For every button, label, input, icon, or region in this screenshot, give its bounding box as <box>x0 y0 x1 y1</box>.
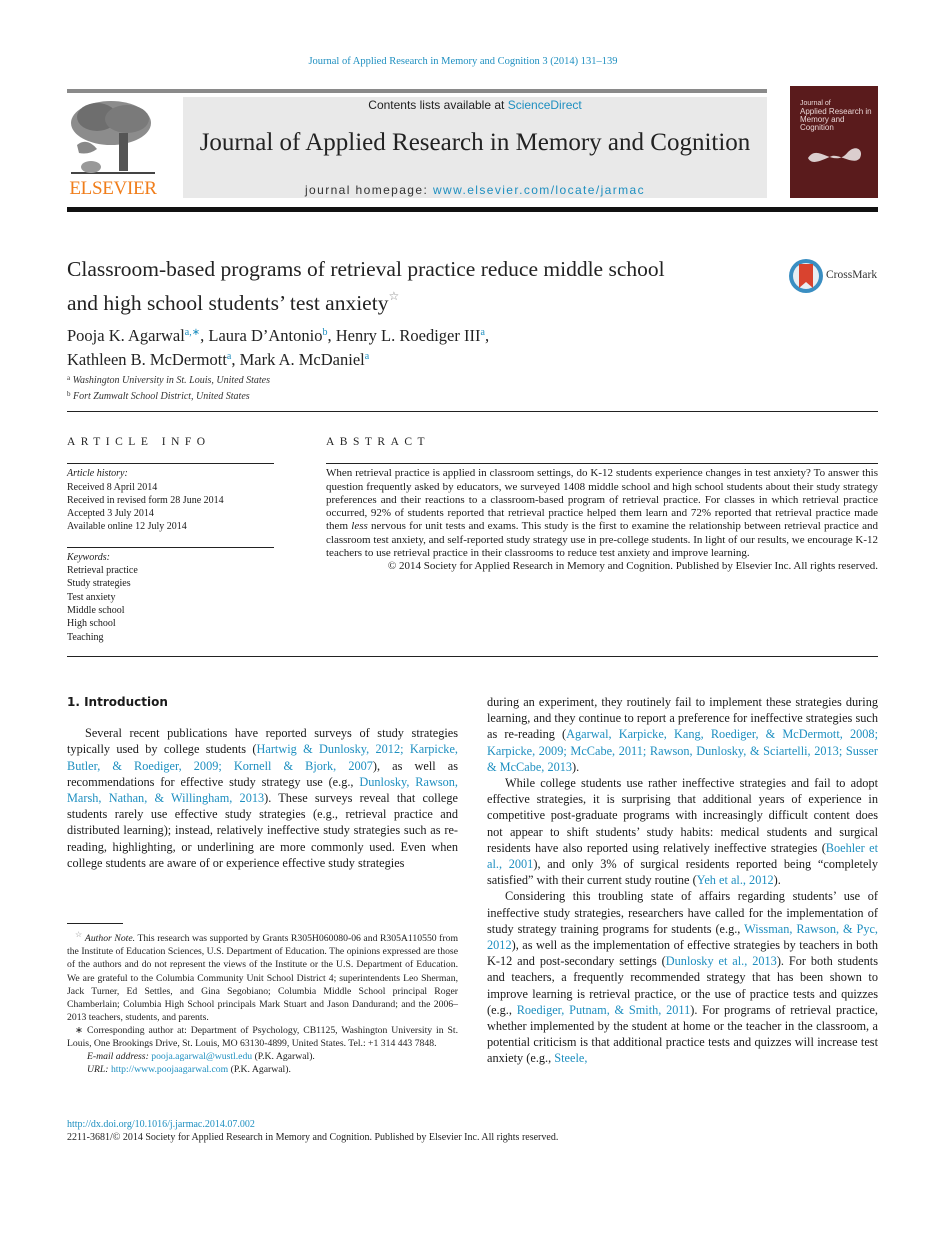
abstract-copyright: © 2014 Society for Applied Research in Memory and Cognition. Published by Elsevier Inc. All rights reserved. <box>387 560 878 573</box>
history-label: Article history: <box>67 468 128 480</box>
author-name[interactable]: Kathleen B. McDermott <box>67 350 227 369</box>
body-paragraph <box>487 888 878 1066</box>
article-info-heading: ARTICLE INFO <box>67 436 211 448</box>
keyword: Study strategies <box>67 578 131 590</box>
author-note-footnote <box>67 928 458 1024</box>
author-affiliation-mark[interactable]: a,∗ <box>184 327 201 338</box>
journal-title: Journal of Applied Research in Memory and Cognition <box>199 129 751 156</box>
author-name[interactable]: Laura D’Antonio <box>208 326 323 345</box>
running-head[interactable]: Journal of Applied Research in Memory and Cognition 3 (2014) 131–139 <box>308 56 618 67</box>
footnote-rule <box>67 923 123 924</box>
paragraph-text: during an experiment, they routinely fail to implement these strategies during learning, and they continue to report a preference for ineffective strategies such as re-reading ( <box>487 695 878 742</box>
citation-link[interactable]: Dunlosky et al., 2013 <box>665 954 777 969</box>
author-affiliation-mark[interactable]: a <box>364 351 370 362</box>
journal-cover-thumbnail[interactable] <box>790 86 878 198</box>
homepage-prefix: journal homepage: <box>304 183 433 197</box>
paragraph-text: Several recent publications have reported surveys of study strategies typically used by college students ( <box>67 726 458 757</box>
keywords-rule <box>67 547 274 548</box>
journal-homepage <box>183 183 767 197</box>
section-heading: 1. Introduction <box>67 695 168 709</box>
affiliation <box>67 388 270 404</box>
citation-link[interactable]: Yeh et al., 2012 <box>696 873 774 888</box>
author-name[interactable]: Mark A. McDaniel <box>239 350 365 369</box>
email-label: E-mail address: <box>87 1051 149 1063</box>
keyword: Retrieval practice <box>67 565 138 577</box>
elsevier-wordmark: ELSEVIER <box>69 178 157 199</box>
body-paragraph <box>487 775 878 888</box>
abstract-italic-word: less <box>351 520 368 533</box>
author-line: Kathleen B. McDermott$^a$, Mark A. McDaniel$^a$ <box>67 350 370 369</box>
affiliation-text: Fort Zumwalt School District, United States <box>73 390 250 402</box>
email-link[interactable]: pooja.agarwal@wustl.edu <box>151 1051 253 1063</box>
corresponding-text: Corresponding author at: Department of Psychology, CB1125, Washington University in St. Louis, One Brookings Drive, St. Louis, MO 63130-4899, United States. Tel.: +1 314 443 7848. <box>67 1024 458 1049</box>
author-note-mark: ☆ <box>75 930 83 939</box>
paragraph-text: ), as well as the implementation of effective strategies by teachers in both K-12 and post-secondary settings ( <box>487 938 878 969</box>
cover-ribbon-icon <box>804 140 866 170</box>
journal-banner <box>183 97 767 198</box>
crossmark-label: CrossMark <box>826 269 878 281</box>
paragraph-text: ), and only 3% of surgical residents reported being “completely satisfied” with their current study routine ( <box>487 857 878 888</box>
keyword: Teaching <box>67 631 104 643</box>
email-footnote <box>67 1050 458 1063</box>
doi-link[interactable]: http://dx.doi.org/10.1016/j.jarmac.2014.07.002 <box>67 1119 255 1130</box>
paragraph-text: ). For both students and teachers, a frequently recommended strategy that has been shown to improve learning is retrieval practice, or the use of practice tests and quizzes (e.g., <box>487 954 878 1017</box>
sciencedirect-link[interactable]: ScienceDirect <box>507 98 582 112</box>
title-note-mark[interactable]: ☆ <box>388 289 400 303</box>
elsevier-tree-icon <box>67 97 159 177</box>
contents-prefix: Contents lists available at <box>368 98 508 112</box>
author-affiliation-mark[interactable]: a <box>226 351 232 362</box>
homepage-link[interactable]: www.elsevier.com/locate/jarmac <box>432 183 645 197</box>
history-item: Received 8 April 2014 <box>67 481 158 493</box>
crossmark-icon <box>788 258 824 294</box>
paragraph-text: ). For programs of retrieval practice, whether implemented by the student at home or the teacher in the classroom, a potential criticism is that additional practice tests and quizzes will increase test anxiety (e.g., <box>487 1002 879 1066</box>
keyword: Middle school <box>67 604 125 616</box>
article-title <box>67 256 767 317</box>
footnotes <box>67 928 458 1076</box>
author-name[interactable]: Pooja K. Agarwal <box>67 326 185 345</box>
keyword: Test anxiety <box>67 591 116 603</box>
keywords-label: Keywords: <box>67 551 110 563</box>
author-list <box>67 322 827 370</box>
affiliation-mark: a <box>67 374 71 382</box>
keyword: High school <box>67 618 116 630</box>
paragraph-text: Considering this troubling state of affairs regarding students’ use of ineffective study strategies, researchers have called for the implementation of study strategy training programs for students (e.g., <box>487 889 878 936</box>
body-paragraph <box>487 694 878 775</box>
corresponding-author-footnote <box>67 1024 458 1050</box>
abstract-text-part: When retrieval practice is applied in classroom settings, do K-12 students experience changes in test anxiety? To answer this question frequently asked by educators, we surveyed 1408 middle school and high school students about their study strategy preferences and their reactions to a classroom-based program of retrieval practice. For classes in which retrieval practice occurred, 92% of students reported that retrieval practice helped them learn and 72% reported that retrieval practice made them <box>326 467 878 533</box>
article-info-rule <box>67 463 274 464</box>
citation-link[interactable]: Steele, <box>554 1051 588 1066</box>
contents-line <box>183 98 767 112</box>
abstract-heading: ABSTRACT <box>326 436 431 448</box>
title-line: and high school students’ test anxiety <box>67 291 389 315</box>
citation-link[interactable]: Hartwig & Dunlosky, 2012; Karpicke, Butler, & Roediger, 2009; Kornell & Bjork, 2007 <box>67 742 458 773</box>
corresponding-mark: ∗ <box>75 1024 84 1036</box>
cover-title-line: Applied Research in <box>800 107 872 116</box>
citation-link[interactable]: Roediger, Putnam, & Smith, 2011 <box>516 1002 691 1017</box>
citation-link[interactable]: Wissman, Rawson, & Pyc, 2012 <box>487 921 878 953</box>
abstract <box>326 436 878 574</box>
history-item: Accepted 3 July 2014 <box>67 508 154 520</box>
paragraph-text: ). <box>773 873 781 888</box>
issn-copyright: 2211-3681/© 2014 Society for Applied Research in Memory and Cognition. Published by Elsevier Inc. All rights reserved. <box>67 1132 559 1143</box>
url-footnote <box>67 1063 458 1076</box>
body-left-column <box>67 694 458 871</box>
email-owner: (P.K. Agarwal). <box>252 1051 315 1063</box>
header-divider <box>67 411 878 412</box>
body-paragraph <box>67 725 458 871</box>
author-note-label: Author Note. <box>84 933 136 945</box>
url-label: URL: <box>87 1064 109 1076</box>
affiliation-text: Washington University in St. Louis, United States <box>72 375 271 386</box>
url-owner: (P.K. Agarwal). <box>228 1064 291 1076</box>
affiliation-mark: b <box>67 389 71 398</box>
title-line-2 <box>67 283 767 317</box>
affiliations <box>67 372 270 403</box>
history-item: Available online 12 July 2014 <box>67 521 187 533</box>
abstract-bottom-divider <box>67 656 878 657</box>
citation-link[interactable]: Dunlosky, Rawson, Marsh, Nathan, & Willingham, 2013 <box>67 774 459 806</box>
elsevier-logo[interactable] <box>67 97 159 201</box>
paragraph-text: While college students use rather ineffective strategies and fail to adopt effective strategies, it is surprising that additional years of experience in competitive post-graduate programs with increasingly difficult content does not appear to shift students’ study habits: medical students and surgical residents have also reported using relatively ineffective strategies ( <box>487 776 878 855</box>
article-info <box>67 436 274 644</box>
homepage-url-link[interactable]: http://www.poojaagarwal.com <box>110 1064 229 1076</box>
abstract-rule <box>326 463 878 464</box>
citation-link[interactable]: Boehler et al., 2001 <box>487 840 878 872</box>
paragraph-text: ). These surveys reveal that college students rarely use effective study strategies (e.g., retrieval practice and distributed learning); instead, relatively ineffective study strategies such as re-reading, highlighting, or underlining are more commonly used. Even when college students are aware of or experience effective study strategies <box>67 791 458 870</box>
author-line: Pooja K. Agarwal$^{a,∗}$, Laura D’Antonio$^b$, Henry L. Roediger III$^a$, <box>67 326 490 345</box>
citation-link[interactable]: Agarwal, Karpicke, Kang, Roediger, & McDermott, 2008; Karpicke, 2009; McCabe, 2011; Rawson, Dunlosky, & Sciartelli, 2013; Susser & McCabe, 2013 <box>487 727 878 774</box>
author-note-text: This research was supported by Grants R305H060080-06 and R305A110550 from the Institute of Education Sciences, U.S. Department of Education. The opinions expressed are those of the authors and do not represent the views of the Institute or the U.S. Department of Education. We are grateful to the Columbia Community Unit School District 4; superintendents Leo Sherman, Jack Turner, Ed Settles, and Gina Segobiano; Columbia Middle School principal Roger Chamberlain; Columbia High School principals Mark Stuart and Jason Dandurand; and the 2006–2013 teachers, students, and parents. <box>67 933 458 1023</box>
author-name[interactable]: Henry L. Roediger III <box>335 326 481 345</box>
abstract-text-part: nervous for unit tests and exams. This study is the first to examine the relationship between retrieval practice and classroom test anxiety, and self-reported study strategy use in pre-college students. In light of our results, we encourage K-12 teachers to use retrieval practice in their classrooms to reduce test anxiety and improve learning. <box>326 520 879 560</box>
paragraph-text: ). <box>572 759 580 774</box>
history-item: Received in revised form 28 June 2014 <box>67 494 224 506</box>
masthead-bottom-rule <box>67 207 878 212</box>
title-line: Classroom-based programs of retrieval practice reduce middle school <box>67 257 665 281</box>
abstract-text <box>326 467 878 560</box>
affiliation <box>67 372 270 388</box>
cover-title-line: Memory and Cognition <box>800 115 845 132</box>
masthead-top-rule <box>67 89 767 93</box>
cover-title-line: Journal of <box>800 100 831 107</box>
paragraph-text: ), as well as recommendations for effective study strategy use (e.g., <box>67 758 458 789</box>
cover-title <box>800 100 878 132</box>
crossmark-badge[interactable] <box>788 258 880 294</box>
author-affiliation-mark[interactable]: b <box>322 327 328 338</box>
body-right-column <box>487 694 878 1067</box>
author-affiliation-mark[interactable]: a <box>480 327 485 338</box>
